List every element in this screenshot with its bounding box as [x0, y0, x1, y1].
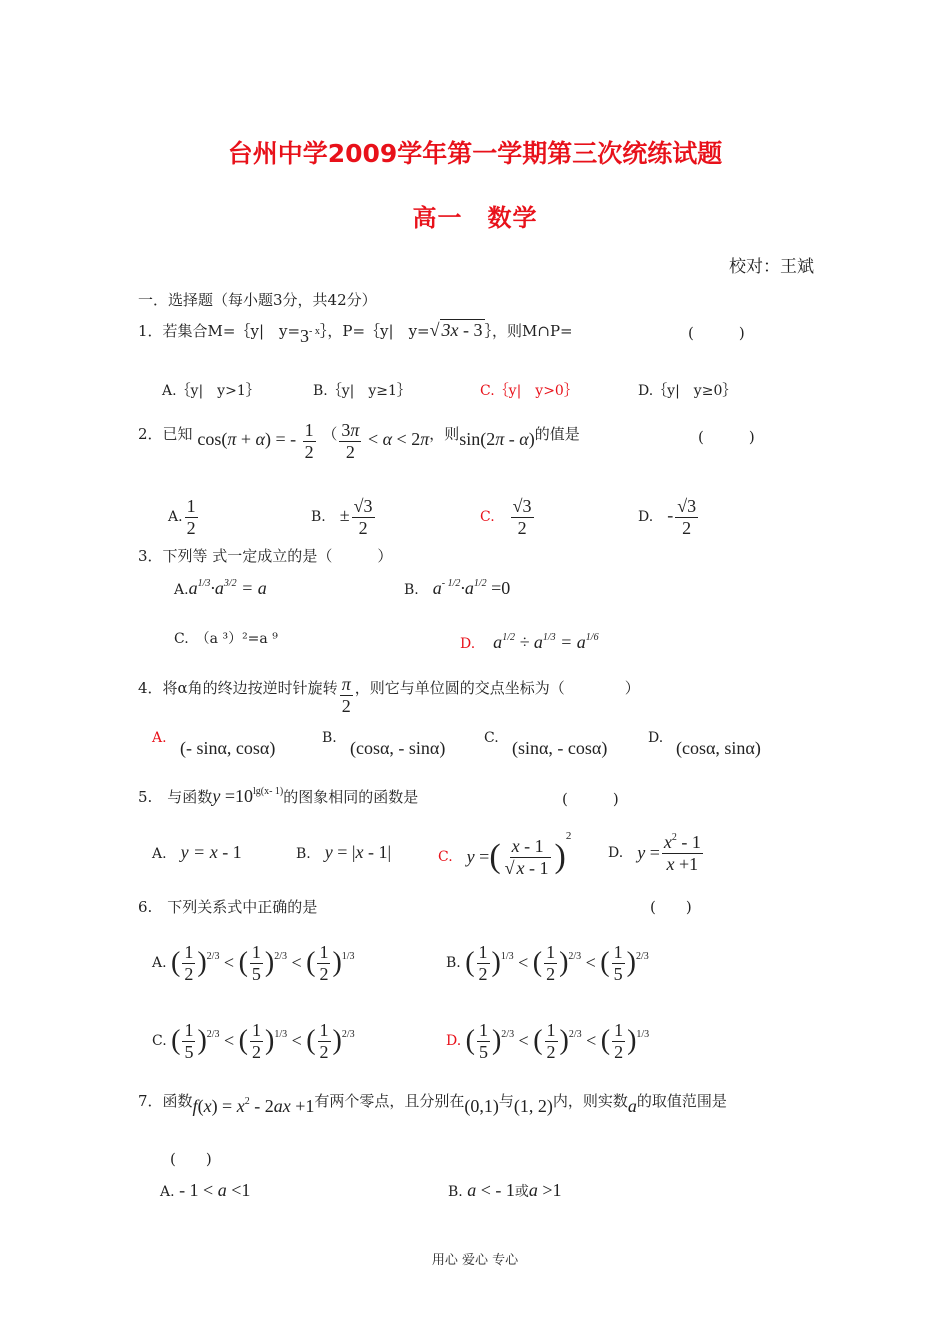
question-2-option-a: A. $\frac{1}{2}$ — [168, 496, 196, 538]
question-4-option-c: C. — [484, 730, 499, 746]
exam-title: 台州中学2009学年第一学期第三次统练试题 — [227, 139, 723, 168]
question-5-option-a: A. y = x - 1 — [152, 842, 242, 862]
section-heading: 一．选择题（每小题3分，共42分） — [138, 291, 377, 309]
question-7-bracket: ( ) — [170, 1150, 212, 1168]
page-footer: 用心 爱心 专心 — [431, 1253, 519, 1268]
question-4-stem: 4．将α角的终边按逆时针旋转 $\frac{\pi}{2}$ ，则它与单位圆的交点坐标为（ ） — [138, 674, 640, 716]
question-7-stem: 7．函数$f(x) = x^2 - 2ax +1$有两个零点，且分别在(0,1)与(1, 2)内，则实数a的取值范围是 — [138, 1092, 727, 1116]
question-3-option-d: D. $a^{1/2} \div a^{1/3} = a^{1/6}$ — [460, 632, 599, 652]
question-4-option-c-expr: (sinα, - cosα) — [512, 738, 608, 758]
question-1-stem: 1．若集合M=｛y| $y=3^{- x}\}$，P=｛y| y=√ 3x - 3 ｝，则M∩P= — [138, 320, 573, 346]
question-2-stem: 2．已知 cos(π + α) = - $\frac{1}{2}$ （ $\frac{3\pi}{2}$ < α < 2π，则sin(2π - α)的值是 — [138, 420, 580, 462]
question-4-option-b-expr: (cosα, - sinα) — [350, 738, 446, 758]
question-1-option-d: D.｛y| y≥0｝ — [638, 383, 737, 399]
question-4-option-d-expr: (cosα, sinα) — [676, 738, 761, 758]
question-2-option-d: D. - $\frac{√3}{2}$ — [638, 496, 697, 538]
proofreader: 校对：王斌 — [729, 257, 814, 277]
question-2-option-c: C. $\frac{√3}{2}$ — [480, 496, 532, 538]
exam-subtitle: 高一 数学 — [412, 204, 538, 232]
question-4-option-a-expr: (- sinα, cosα) — [180, 738, 276, 758]
question-5-option-d: D. y = $\frac{x^2 - 1}{x +1}$ — [608, 832, 701, 874]
question-4-option-a: A. — [152, 730, 167, 746]
question-6-bracket: ( ) — [650, 898, 692, 916]
question-4-option-d: D. — [648, 730, 664, 746]
question-1-bracket: ( ) — [688, 324, 745, 342]
question-5-stem: 5. 与函数$y =10^{lg(x- 1)}$的图象相同的函数是 — [138, 786, 419, 806]
question-6-option-b: B. ( $\frac{1}{2}$ )$^{1/3}$ < ( $\frac{1}{2}$ )$^{2/3}$ < ( $\frac{1}{5}$ )$^{2/3}$ — [446, 942, 649, 984]
question-2-bracket: ( ) — [698, 428, 755, 446]
question-2-option-b: B. ± $\frac{√3}{2}$ — [311, 496, 373, 538]
question-3-option-b: B. $a^{- 1/2}\cdot a^{1/2} =0$ — [404, 578, 511, 598]
question-3-option-c: C. （a ³）²=a ⁹ — [174, 631, 278, 647]
question-1-option-a: A.｛y| y>1｝ — [162, 383, 260, 399]
question-5-option-c: C. y =( $\frac{x - 1}{√ x - 1}$ )$^2$ — [438, 830, 572, 878]
question-3-option-a: $A.a^{1/3}\cdot a^{3/2} = a$ — [174, 578, 267, 598]
question-6-option-c: C. ( $\frac{1}{5}$ )$^{2/3}$ < ( $\frac{1}{2}$ )$^{1/3}$ < ( $\frac{1}{2}$ )$^{2/3}$ — [152, 1020, 355, 1062]
question-3-stem: 3．下列等 式一定成立的是（ ） — [138, 547, 393, 565]
question-5-option-b: B. y = |x - 1| — [296, 842, 392, 862]
question-6-stem: 6. 下列关系式中正确的是 — [138, 898, 318, 916]
question-4-option-b: B. — [322, 730, 337, 746]
question-6-option-d: D. ( $\frac{1}{5}$ )$^{2/3}$ < ( $\frac{1}{2}$ )$^{2/3}$ < ( $\frac{1}{2}$ )$^{1/3}$ — [446, 1020, 650, 1062]
question-6-option-a: A. ( $\frac{1}{2}$ )$^{2/3}$ < ( $\frac{1}{5}$ )$^{2/3}$ < ( $\frac{1}{2}$ )$^{1/3}$ — [152, 942, 355, 984]
question-7-option-a: A. - 1 < a <1 — [160, 1180, 251, 1200]
question-5-bracket: ( ) — [562, 790, 619, 808]
question-1-option-c: C.｛y| y>0｝ — [480, 383, 578, 399]
question-7-option-b: B. a < - 1或a >1 — [448, 1180, 562, 1200]
question-1-option-b: B.｛y| y≥1｝ — [313, 383, 411, 399]
